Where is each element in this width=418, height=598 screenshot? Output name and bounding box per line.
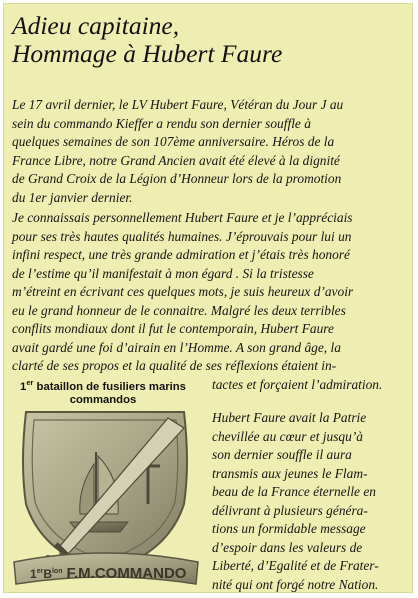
title-line-2: Hommage à Hubert Faure [12,39,283,68]
p2-line: m’étreint en écrivant ces quelques mots, je suis heureux d’avoir [12,284,354,299]
p3-line: Hubert Faure avait la Patrie [212,410,367,425]
paragraph-2 [12,209,408,394]
p2-line: eu le grand honneur de le connaitre. Malgré les deux terribles [12,302,346,318]
p1-line: du 1er janvier dernier. [12,189,133,205]
p1-line: sein du commando Kieffer a rendu son dernier souffle à [12,115,311,131]
p3-line: son dernier souffle il aura [212,447,352,462]
badge-caption [12,376,194,407]
p3-line: nité qui ont forgé notre Nation. [212,576,379,592]
p1-line: Le 17 avril dernier, le LV Hubert Faure, Vétéran du Jour J au [12,97,344,112]
p2-line: de l’estime qu’il manifestait à mon égard . Si la tristesse [12,265,314,281]
p2-line: pour ses très hautes qualités humaines. J’éprouvais pour lui un [12,228,352,244]
p3-line: transmis aux jeunes le Flam- [212,465,368,481]
paragraph-3 [212,409,408,593]
p3-line: d’espoir dans les valeurs de [212,539,363,555]
p2-line: Je connaissais personnellement Hubert Faure et je l’appréciais [12,210,353,225]
article-panel [3,3,413,593]
p1-line: quelques semaines de son 107ème anniversaire. Héros de la [12,134,335,149]
paragraph-1 [12,96,408,207]
caption-rest: bataillon de fusiliers marins [33,380,186,393]
caption-sup: er [26,378,34,387]
caption-line-2: commandos [69,393,137,406]
p1-line: France Libre, notre Grand Ancien avait été élevé à la dignité [12,152,340,168]
caption-number: 1 [20,380,27,393]
p3-line: beau de la France éternelle en [212,484,376,499]
p3-line: chevillée au cœur et jusqu’à [212,428,363,444]
badge-inscription: $1erB^{lon}$ F.M.COMMANDO [30,565,187,582]
p2-line-tail: tactes et forçaient l’admiration. [212,376,383,392]
p3-line: délivrant à plusieurs généra- [212,502,368,518]
p2-line: clarté de ses propos et la qualité de ses réflexions étaient in- [12,358,337,373]
title-line-1: Adieu capitaine, [12,11,180,40]
p1-line: de Grand Croix de la Légion d’Honneur lors de la promotion [12,171,342,186]
p2-line: conflits mondiaux dont il fut le contemporain, Hubert Faure [12,321,334,336]
p2-line: infini respect, une très grande admiration et j’étais très honoré [12,247,350,262]
article-title [12,12,282,68]
p3-line: tions un formidable message [212,521,366,536]
p2-line: avait gardé une foi d’airain en l’Homme. A son grand âge, la [12,339,341,355]
p3-line: Liberté, d’Egalité et de Frater- [212,558,379,573]
commando-badge-image [8,404,204,590]
